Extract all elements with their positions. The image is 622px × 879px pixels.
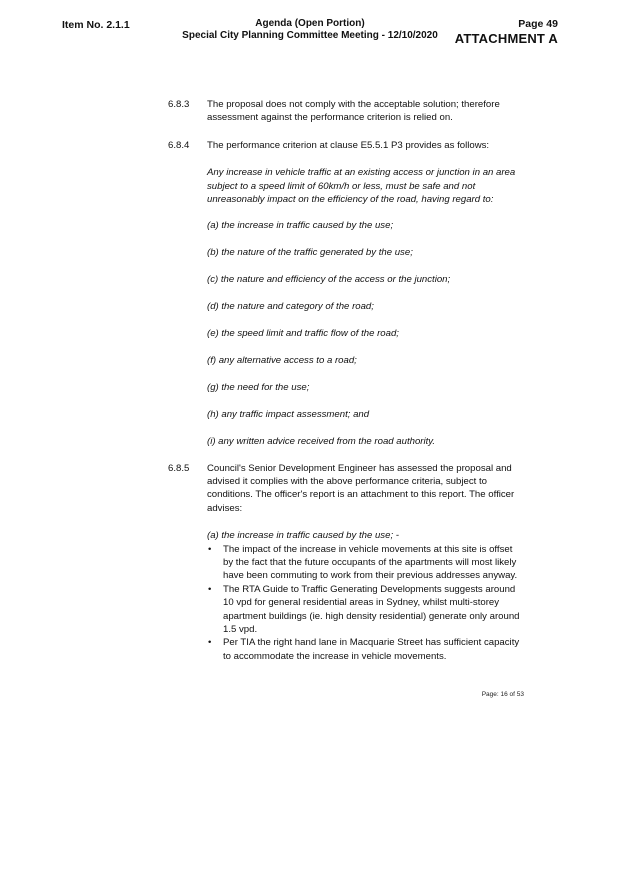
meeting-title: Special City Planning Committee Meeting - 12/10/2020	[182, 30, 438, 41]
section-text: The performance criterion at clause E5.5.1 P3 provides as follows:	[207, 139, 490, 151]
criterion-item: (b) the nature of the traffic generated by the use;	[207, 247, 413, 259]
officer-advice	[207, 529, 523, 663]
section-text: Council's Senior Development Engineer has assessed the proposal and advised it complies with the above performance criteria, subject to conditions. The officer's report is an attachment to this report. The officer advises:	[207, 462, 515, 514]
list-item	[207, 543, 523, 583]
bullet-text: The impact of the increase in vehicle movements at this site is offset by the fact that the future occupants of the apartments will most likely have been commuting to work from their previous addresses anyway.	[223, 543, 518, 582]
section-number: 6.8.5	[168, 462, 190, 474]
list-item	[207, 636, 523, 663]
criterion-item: (d) the nature and category of the road;	[207, 301, 374, 313]
section-text: The proposal does not comply with the acceptable solution; therefore assessment against the performance criterion is relied on.	[207, 99, 500, 124]
advice-subheading: (a) the increase in traffic caused by the use; -	[207, 530, 399, 542]
bullet-text: The RTA Guide to Traffic Generating Developments suggests around 10 vpd for general residential areas in Sydney, whilst multi-storey apartment buildings (ie. high density residential) generate only around 1.5 vpd.	[223, 583, 520, 636]
agenda-title: Agenda (Open Portion)	[255, 18, 365, 29]
bullet-icon: •	[208, 637, 212, 649]
section-number: 6.8.3	[168, 99, 190, 110]
section-number: 6.8.4	[168, 139, 190, 151]
page-number: Page 49	[518, 18, 558, 30]
document-body	[168, 98, 528, 663]
item-number: Item No. 2.1.1	[62, 19, 130, 31]
criterion-item: (g) the need for the use;	[207, 381, 310, 393]
criterion-item: (f) any alternative access to a road;	[207, 354, 357, 366]
advice-bullet-list	[207, 543, 523, 664]
bullet-icon: •	[208, 543, 212, 555]
criterion-item: (e) the speed limit and traffic flow of the road;	[207, 328, 399, 340]
criterion-item: (i) any written advice received from the road authority.	[207, 435, 436, 447]
criterion-item: (a) the increase in traffic caused by the use;	[207, 220, 394, 232]
attachment-label: ATTACHMENT A	[454, 31, 558, 46]
list-item	[207, 583, 523, 637]
bullet-icon: •	[208, 583, 212, 595]
section-6-8-3	[168, 98, 528, 125]
criterion-block	[207, 166, 523, 448]
bullet-text: Per TIA the right hand lane in Macquarie Street has sufficient capacity to accommodate the increase in vehicle movements.	[223, 637, 520, 662]
criterion-item: (c) the nature and efficiency of the access or the junction;	[207, 274, 451, 286]
section-6-8-5	[168, 462, 528, 516]
criterion-item: (h) any traffic impact assessment; and	[207, 408, 370, 420]
page-footer: Page: 16 of 53	[481, 691, 524, 698]
header-center	[160, 18, 460, 42]
criterion-quote: Any increase in vehicle traffic at an existing access or junction in an area subject to a speed limit of 60km/h or less, must be safe and not unreasonably impact on the efficiency of the road, having regard to:	[207, 167, 516, 206]
header-right	[455, 18, 558, 47]
section-6-8-4	[168, 139, 528, 152]
